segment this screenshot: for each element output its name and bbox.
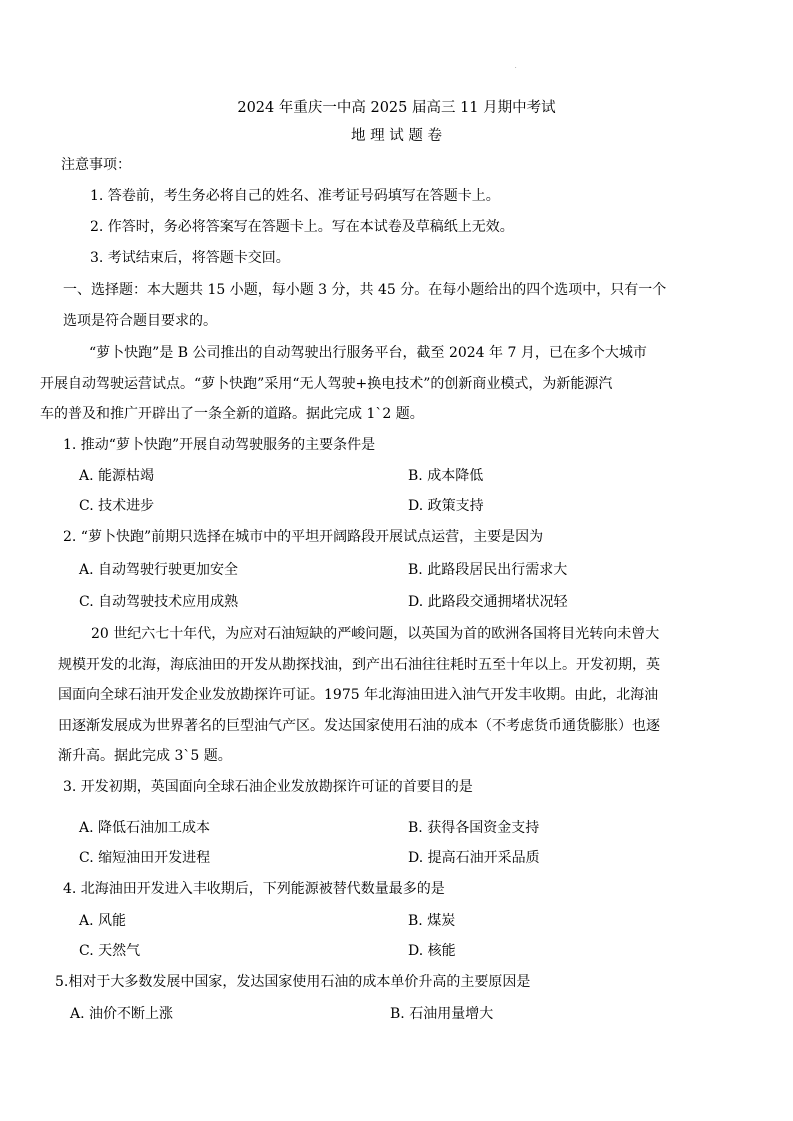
question-stem: 4. 北海油田开发进入丰收期后，下列能源被替代数量最多的是: [63, 881, 445, 897]
option-a: A. 降低石油加工成本: [79, 820, 211, 836]
notice-item: 2. 作答时，务必将答案写在答题卡上。写在本试卷及草稿纸上无效。: [90, 219, 514, 235]
passage-line: 20 世纪六七十年代，为应对石油短缺的严峻问题，以英国为首的欧洲各国将目光转向未曾大: [91, 626, 660, 642]
option-d: D. 此路段交通拥堵状况轻: [408, 594, 568, 610]
option-b: B. 石油用量增大: [390, 1006, 494, 1022]
passage-line: 国面向全球石油开发企业发放勘探许可证。1975 年北海油田进入油气开发丰收期。由此，北海油: [58, 687, 659, 703]
option-a: A. 风能: [79, 913, 127, 929]
exam-subtitle: 地 理 试 题 卷: [351, 128, 442, 144]
option-b: B. 成本降低: [408, 468, 484, 484]
passage-line: 车的普及和推广开辟出了一条全新的道路。据此完成 1`2 题。: [40, 406, 424, 422]
section-instruction: 一、选择题：本大题共 15 小题，每小题 3 分，共 45 分。在每小题给出的四个选项中，只有一个: [63, 282, 667, 298]
option-c: C. 天然气: [79, 943, 141, 959]
exam-title: 2024 年重庆一中高 2025 届高三 11 月期中考试: [237, 100, 556, 116]
passage-line: “萝卜快跑”是 B 公司推出的自动驾驶出行服务平台，截至 2024 年 7 月，已在多个大城市: [89, 345, 647, 361]
option-a: A. 自动驾驶行驶更加安全: [79, 562, 239, 578]
option-b: B. 获得各国资金支持: [408, 820, 540, 836]
option-d: D. 政策支持: [408, 498, 484, 514]
section-instruction: 选项是符合题目要求的。: [63, 313, 217, 329]
option-b: B. 此路段居民出行需求大: [408, 562, 568, 578]
option-d: D. 核能: [408, 943, 456, 959]
option-a: A. 油价不断上涨: [70, 1006, 174, 1022]
question-stem: 1. 推动“萝卜快跑”开展自动驾驶服务的主要条件是: [63, 437, 376, 453]
passage-line: 规模开发的北海，海底油田的开发从勘探找油，到产出石油往往耗时五至十年以上。开发初期，英: [58, 657, 660, 673]
notice-heading: 注意事项：: [61, 157, 131, 173]
page-marker-dot: ·: [515, 65, 517, 71]
passage-line: 田逐渐发展成为世界著名的巨型油气产区。发达国家使用石油的成本（不考虑货币通货膨胀）也逐: [58, 718, 660, 734]
passage-line: 开展自动驾驶运营试点。“萝卜快跑”采用“无人驾驶+换电技术”的创新商业模式，为新能源汽: [40, 376, 613, 392]
option-d: D. 提高石油开采品质: [408, 850, 540, 866]
passage-line: 渐升高。据此完成 3`5 题。: [58, 748, 232, 764]
question-stem: 3. 开发初期，英国面向全球石油企业发放勘探许可证的首要目的是: [63, 779, 473, 795]
question-stem: 2. “萝卜快跑”前期只选择在城市中的平坦开阔路段开展试点运营，主要是因为: [63, 529, 544, 545]
notice-item: 1. 答卷前，考生务必将自己的姓名、准考证号码填写在答题卡上。: [90, 188, 500, 204]
notice-item: 3. 考试结束后，将答题卡交回。: [90, 250, 290, 266]
option-c: C. 技术进步: [79, 498, 155, 514]
option-c: C. 缩短油田开发进程: [79, 850, 211, 866]
option-b: B. 煤炭: [408, 913, 456, 929]
option-c: C. 自动驾驶技术应用成熟: [79, 594, 239, 610]
option-a: A. 能源枯竭: [79, 468, 155, 484]
question-stem: 5.相对于大多数发展中国家，发达国家使用石油的成本单价升高的主要原因是: [55, 974, 531, 990]
